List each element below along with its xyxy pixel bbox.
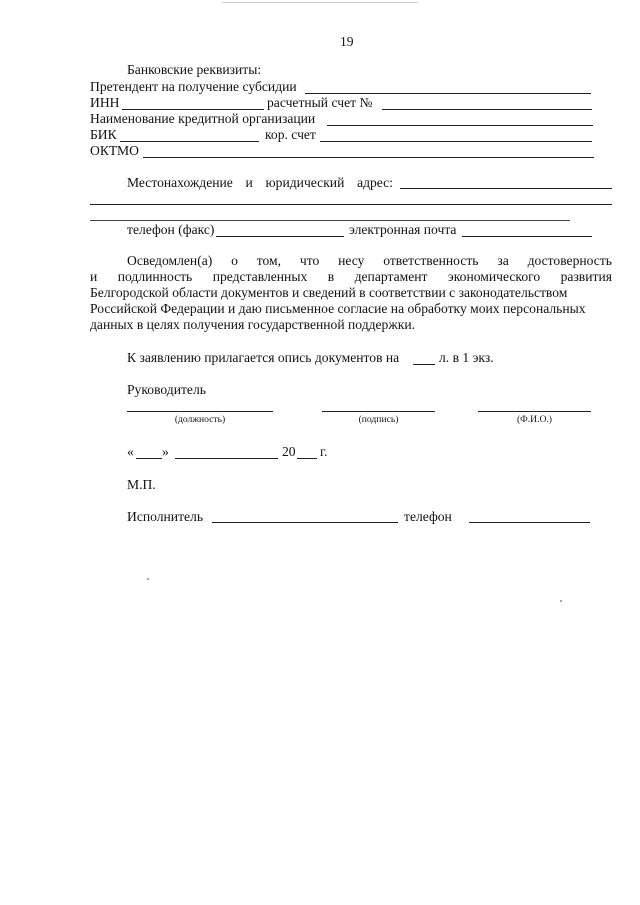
consent-word: департамент (354, 269, 428, 284)
head-label: Руководитель (127, 382, 206, 397)
inn-field[interactable] (122, 109, 264, 110)
applicant-label: Претендент на получение субсидии (90, 79, 297, 94)
credit-org-label: Наименование кредитной организации (90, 111, 316, 126)
consent-line-4: Российской Федерации и даю письменное согласие на обработку моих персональных (90, 301, 586, 316)
address-word-1: Местонахождение (127, 175, 233, 190)
oktmo-field[interactable] (143, 157, 594, 158)
corr-account-label: кор. счет (265, 127, 316, 142)
bik-label: БИК (90, 127, 117, 142)
applicant-field[interactable] (305, 93, 591, 94)
address-field-1[interactable] (400, 188, 612, 189)
attachment-pages-field[interactable] (413, 364, 435, 365)
address-word-4: адрес: (357, 175, 393, 190)
full-name-caption: (Ф.И.О.) (516, 414, 553, 425)
attachment-suffix: л. в 1 экз. (439, 350, 494, 365)
stamp-label: М.П. (127, 477, 156, 492)
phone-fax-field[interactable] (216, 236, 344, 237)
address-field-3[interactable] (90, 220, 570, 221)
consent-word: что (299, 253, 320, 268)
consent-word: Осведомлен(а) (127, 253, 213, 268)
consent-word: несу (338, 253, 365, 268)
credit-org-field[interactable] (327, 125, 593, 126)
date-open-quote: « (127, 444, 134, 459)
consent-line-2 (90, 269, 612, 285)
bik-field[interactable] (120, 141, 259, 142)
address-field-2[interactable] (90, 204, 612, 205)
executor-phone-field[interactable] (469, 522, 590, 523)
consent-word: достоверность (527, 253, 612, 268)
top-edge-line (222, 2, 418, 3)
full-name-field[interactable] (478, 411, 591, 412)
consent-word: подлинность (117, 269, 193, 284)
date-year-field[interactable] (297, 458, 317, 459)
consent-word: развития (560, 269, 612, 284)
scan-speck (560, 600, 562, 602)
date-day-field[interactable] (136, 458, 162, 459)
page-number: 19 (340, 34, 354, 49)
oktmo-label: ОКТМО (90, 143, 139, 158)
consent-line-5: данных в целях получения государственной поддержки. (90, 317, 416, 332)
consent-word: представленных (212, 269, 308, 284)
address-label (127, 175, 393, 191)
address-word-3: юридический (265, 175, 345, 190)
consent-line-1 (127, 253, 612, 269)
executor-field[interactable] (212, 522, 398, 523)
executor-phone-label: телефон (404, 509, 452, 524)
attachment-prefix: К заявлению прилагается опись документов на (127, 350, 400, 365)
phone-fax-label: телефон (факс) (127, 222, 215, 237)
bank-details-heading: Банковские реквизиты: (127, 62, 262, 77)
consent-word: том, (256, 253, 282, 268)
consent-word: о (231, 253, 238, 268)
date-century: 20 (282, 444, 296, 459)
email-field[interactable] (462, 236, 592, 237)
signature-field[interactable] (322, 411, 435, 412)
consent-word: за (497, 253, 509, 268)
signature-caption: (подпись) (358, 414, 399, 425)
address-word-2: и (245, 175, 253, 190)
date-month-field[interactable] (175, 458, 278, 459)
consent-word: экономического (447, 269, 541, 284)
account-field[interactable] (382, 109, 592, 110)
consent-line-3: Белгородской области документов и сведений в соответствии с законодательством (90, 285, 568, 300)
account-label: расчетный счет № (267, 95, 373, 110)
corr-account-field[interactable] (320, 141, 592, 142)
consent-word: и (90, 269, 98, 284)
consent-word: ответственность (383, 253, 479, 268)
executor-label: Исполнитель (127, 509, 204, 524)
position-caption: (должность) (174, 414, 226, 425)
scan-speck (147, 578, 149, 580)
email-label: электронная почта (349, 222, 457, 237)
date-year-suffix: г. (320, 444, 328, 459)
inn-label: ИНН (90, 95, 120, 110)
date-close-quote: » (162, 444, 169, 459)
consent-word: в (327, 269, 335, 284)
position-field[interactable] (127, 411, 273, 412)
